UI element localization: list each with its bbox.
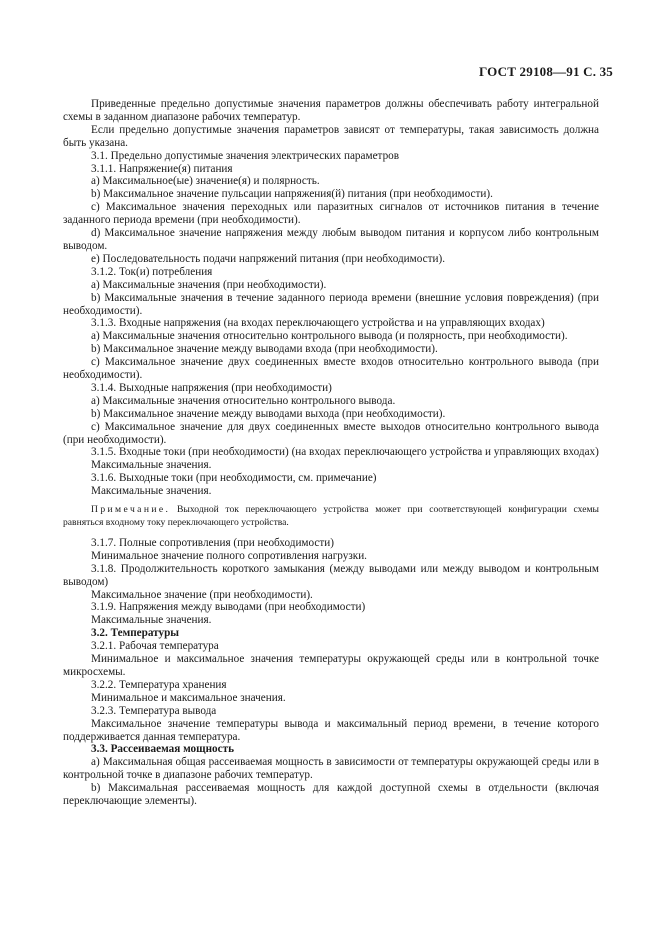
list-item: a) Максимальные значения относительно контрольного вывода (и полярность, при необходимости). (91, 330, 568, 343)
subsection-heading: 3.1.9. Напряжения между выводами (при необходимости) (91, 601, 366, 614)
paragraph: Максимальное значение температуры вывода и максимальный период времени, в течение которого поддерживается данная температура. (63, 717, 599, 743)
subsection-heading: 3.2.2. Температура хранения (91, 678, 227, 691)
paragraph: Максимальное значение (при необходимости). (91, 588, 313, 601)
list-item: e) Последовательность подачи напряжений питания (при необходимости). (91, 252, 445, 265)
list-item: a) Максимальные значения относительно контрольного вывода. (91, 394, 396, 407)
list-item: b) Максимальное значение пульсации напряжения(й) питания (при необходимости). (91, 188, 493, 201)
list-item: b) Максимальное значение между выводами входа (при необходимости). (91, 343, 438, 356)
list-item: d) Максимальное значение напряжения между любым выводом питания и корпусом либо контрольным выводом. (63, 227, 599, 252)
paragraph: Минимальное и максимальное значения. (91, 691, 286, 704)
list-item: b) Максимальная рассеиваемая мощность для каждой доступной схемы в отдельности (включая переключающие элементы). (63, 782, 599, 808)
list-item: c) Максимальное значения переходных или паразитных сигналов от источников питания в течение заданного периода времени (при необходимости). (63, 201, 599, 227)
list-item: b) Максимальное значение между выводами выхода (при необходимости). (91, 407, 446, 420)
paragraph: Минимальное и максимальное значения температуры окружающей среды или в контрольной точке микросхемы. (63, 653, 599, 678)
subsection-heading: 3.1.4. Выходные напряжения (при необходимости) (91, 381, 332, 394)
list-item: a) Максимальная общая рассеиваемая мощность в зависимости от температуры окружающей среды или в контрольной точке в диапазоне рабочих температур. (63, 756, 599, 782)
paragraph: Максимальные значения. (91, 485, 212, 498)
subsection-heading: 3.1.5. Входные токи (при необходимости) (на входах переключающего устройства и управляющих входах) (91, 446, 599, 459)
note (63, 504, 599, 529)
subsection-heading: 3.1.2. Ток(и) потребления (91, 265, 213, 278)
list-item: a) Максимальные значения (при необходимости). (91, 278, 327, 291)
paragraph: Максимальные значения. (91, 614, 212, 627)
list-item: b) Максимальные значения в течение заданного периода времени (внешние условия повреждения) (при необходимости). (63, 291, 599, 317)
subsection-heading: 3.1.3. Входные напряжения (на входах переключающего устройства и на управляющих входах) (91, 317, 545, 330)
paragraph: Минимальное значение полного сопротивления нагрузки. (91, 549, 367, 562)
section-heading: 3.1. Предельно допустимые значения электрических параметров (91, 149, 400, 162)
subsection-heading: 3.1.8. Продолжительность короткого замыкания (между выводами или между выводом и контрольным выводом) (63, 562, 599, 588)
document-body (63, 98, 599, 808)
subsection-heading: 3.2.3. Температура вывода (91, 704, 217, 717)
section-heading: 3.3. Рассеиваемая мощность (91, 743, 235, 756)
paragraph: Если предельно допустимые значения параметров зависят от температуры, такая зависимость должна быть указана. (63, 123, 599, 149)
paragraph: Максимальные значения. (91, 459, 212, 472)
section-heading: 3.2. Температуры (91, 627, 180, 640)
subsection-heading: 3.1.6. Выходные токи (при необходимости, см. примечание) (91, 472, 377, 485)
paragraph: Приведенные предельно допустимые значения параметров должны обеспечивать работу интегральной схемы в заданном диапазоне рабочих температур. (63, 98, 599, 123)
list-item: c) Максимальное значение двух соединенных вместе входов относительно контрольного вывода (при необходимости). (63, 356, 599, 382)
list-item: c) Максимальное значение для двух соединенных вместе выходов относительно контрольного вывода (при необходимости). (63, 420, 599, 446)
page-header: ГОСТ 29108—91 С. 35 (479, 64, 613, 79)
note-text: Выходной ток переключающего устройства может при соответствующей конфигурации схемы равняться входному току переключающего устройства. (63, 504, 599, 528)
subsection-heading: 3.2.1. Рабочая температура (91, 640, 219, 653)
subsection-heading: 3.1.1. Напряжение(я) питания (91, 162, 233, 175)
subsection-heading: 3.1.7. Полные сопротивления (при необходимости) (91, 536, 334, 549)
list-item: a) Максимальное(ые) значение(я) и полярность. (91, 175, 320, 188)
note-label: Примечание. (91, 504, 171, 516)
